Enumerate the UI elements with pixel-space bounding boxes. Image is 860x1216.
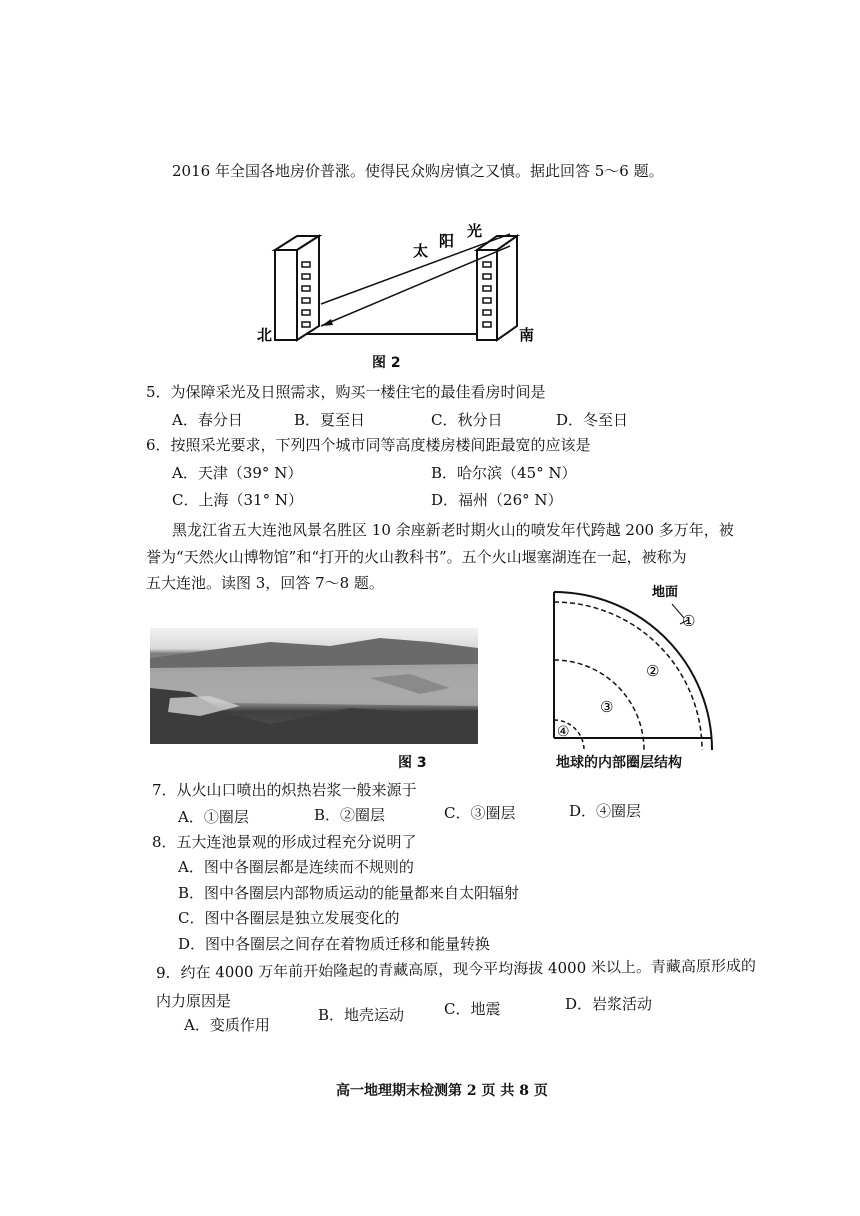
q6-stem: 6．按照采光要求，下列四个城市同等高度楼房楼间距最宽的应该是: [146, 436, 591, 454]
q5-option-c: C．秋分日: [431, 411, 503, 429]
south-label: 南: [519, 326, 535, 344]
q8-option-c: C．图中各圈层是独立发展变化的: [178, 909, 400, 927]
page-footer: 高一地理期末检测第 2 页 共 8 页: [336, 1083, 548, 1099]
q6-option-a: A．天津（39° N）: [172, 464, 303, 482]
q6-option-c: C．上海（31° N）: [172, 491, 303, 509]
q7-option-d: D．④圈层: [569, 802, 642, 820]
q5-option-d: D．冬至日: [556, 411, 629, 429]
sun-label-3: 光: [467, 222, 483, 240]
layer-3-label: ③: [600, 698, 614, 716]
q7-option-a: A．①圈层: [178, 808, 249, 826]
q7-option-b: B．②圈层: [314, 806, 386, 824]
q6-option-b: B．哈尔滨（45° N）: [431, 464, 577, 482]
north-building: [275, 236, 319, 340]
q9-stem-continued: 内力原因是: [156, 992, 232, 1010]
figure-2-buildings: [255, 212, 555, 348]
sun-label-2: 阳: [439, 232, 455, 250]
layer-4-label: ④: [557, 724, 570, 740]
north-label: 北: [257, 326, 273, 344]
intro-q7-8-line1: 黑龙江省五大连池风景名胜区 10 余座新老时期火山的喷发年代跨越 200 多万年，被: [172, 521, 734, 539]
q9-stem: 9．约在 4000 万年前开始隆起的青藏高原，现今平均海拔 4000 米以上。青藏高原形成的: [155, 956, 757, 982]
intro-q7-8-line3: 五大连池。读图 3，回答 7～8 题。: [146, 574, 384, 592]
q8-option-b: B．图中各圈层内部物质运动的能量都来自太阳辐射: [178, 884, 520, 902]
q8-option-a: A．图中各圈层都是连续而不规则的: [178, 858, 414, 876]
figure-2-caption: 图 2: [372, 355, 401, 371]
sun-ray-arrowhead: [321, 319, 333, 326]
layer-1-label: ①: [682, 612, 696, 630]
layer-2-label: ②: [646, 662, 660, 680]
q5-stem: 5．为保障采光及日照需求，购买一楼住宅的最佳看房时间是: [146, 383, 546, 401]
q9-option-c: C．地震: [444, 1000, 501, 1018]
q7-stem: 7．从火山口喷出的炽热岩浆一般来源于: [152, 781, 417, 799]
wudalianchi-lake-photo: [150, 628, 478, 744]
crust-boundary-arc: [554, 602, 702, 750]
q8-stem: 8．五大连池景观的形成过程充分说明了: [152, 833, 417, 851]
q7-option-c: C．③圈层: [444, 804, 516, 822]
q6-option-d: D．福州（26° N）: [431, 491, 563, 509]
ground-label: 地面: [652, 585, 679, 600]
q8-option-d: D．图中各圈层之间存在着物质迁移和能量转换: [178, 935, 491, 953]
intro-q7-8-line2: 誉为“天然火山博物馆”和“打开的火山教科书”。五个火山堰塞湖连在一起，被称为: [146, 548, 687, 566]
sun-label-1: 太: [413, 242, 429, 260]
q9-option-a: A．变质作用: [184, 1016, 270, 1034]
q9-option-d: D．岩浆活动: [565, 995, 653, 1013]
q5-option-b: B．夏至日: [294, 411, 366, 429]
figure-3-caption: 图 3: [398, 755, 427, 771]
q5-option-a: A．春分日: [172, 411, 243, 429]
earth-interior-diagram: [548, 580, 728, 750]
intro-q5-6: 2016 年全国各地房价普涨。使得民众购房慎之又慎。据此回答 5～6 题。: [172, 162, 664, 180]
q9-option-b: B．地壳运动: [318, 1006, 405, 1024]
earth-interior-title: 地球的内部圈层结构: [556, 755, 682, 771]
lake-landscape-shapes: [150, 628, 478, 744]
